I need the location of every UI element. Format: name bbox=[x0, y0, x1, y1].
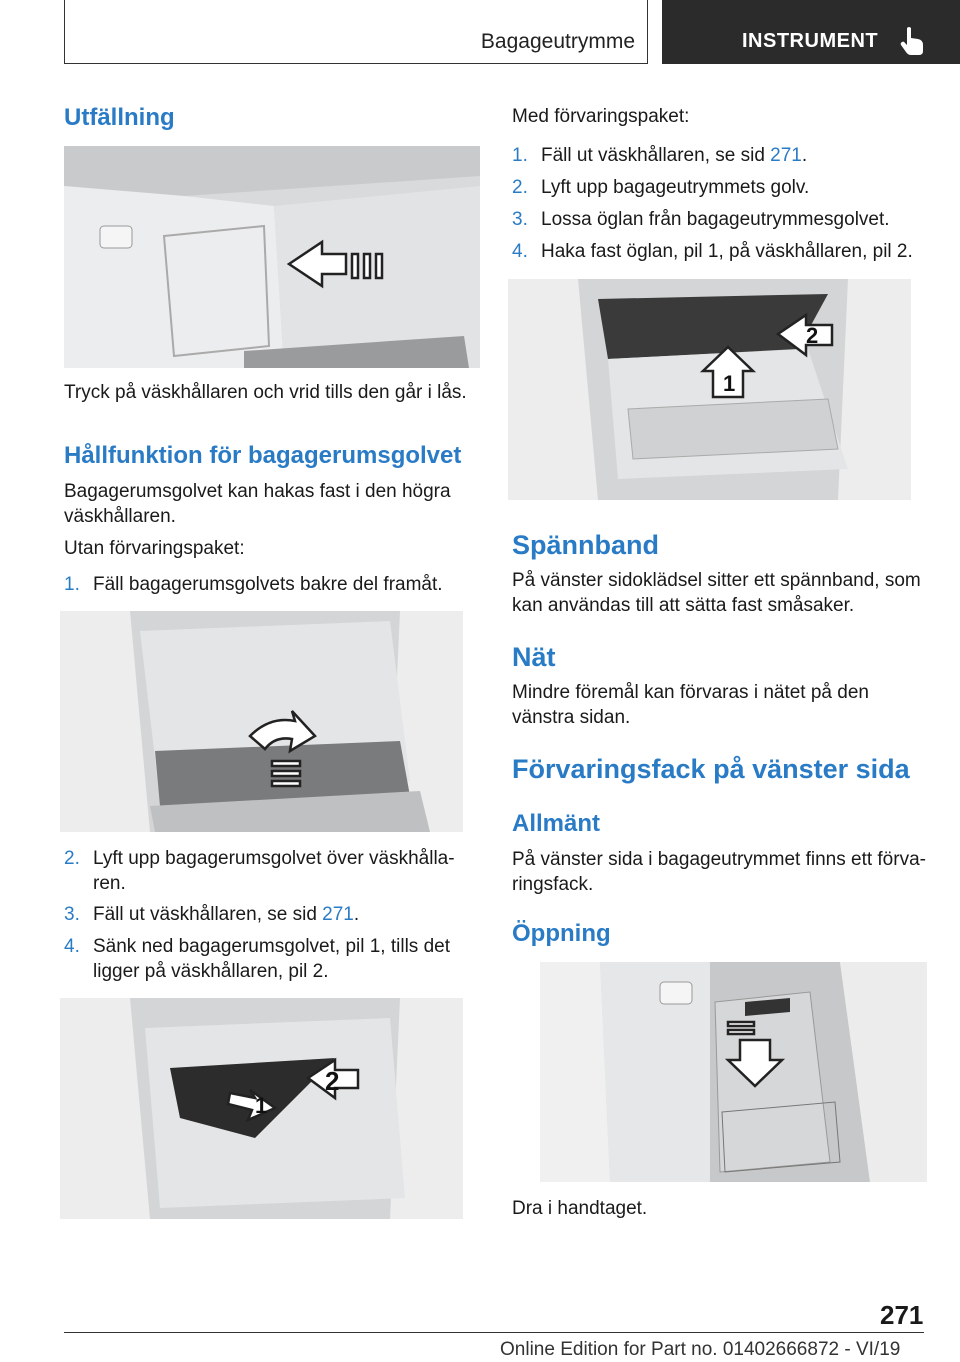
header-section-box bbox=[64, 0, 648, 64]
list-item: 3. Lossa öglan från bagageutrymmesgolvet. bbox=[512, 209, 890, 230]
page-link-271[interactable]: 271 bbox=[770, 145, 802, 166]
utfallning-caption: Tryck på väskhållaren och vrid tills den går i lås. bbox=[64, 382, 467, 403]
footer-edition: Online Edition for Part no. 01402666872 - VI/19 bbox=[500, 1339, 901, 1360]
spannband-text-line1: På vänster sidoklädsel sitter ett spännband, som bbox=[512, 570, 921, 591]
figure-label-2: 2 bbox=[806, 323, 819, 348]
nat-text-line1: Mindre föremål kan förvaras i nätet på den bbox=[512, 682, 869, 703]
heading-allmant: Allmänt bbox=[512, 810, 601, 837]
nat-text-line2: vänstra sidan. bbox=[512, 707, 631, 728]
list-item: 2. Lyft upp bagagerumsgolvet över väskhålla‐ ren. bbox=[64, 848, 455, 894]
figure-storage-compartment bbox=[540, 962, 927, 1182]
heading-forvaringsfack: Förvaringsfack på vänster sida bbox=[512, 754, 910, 784]
list-item: 3. Fäll ut väskhållaren, se sid 271. bbox=[64, 904, 360, 925]
list-item: 1. Fäll bagagerumsgolvets bakre del framåt. bbox=[64, 574, 443, 595]
oppning-caption: Dra i handtaget. bbox=[512, 1198, 648, 1219]
allmant-text-line2: ringsfack. bbox=[512, 874, 594, 895]
footer-divider bbox=[64, 1332, 924, 1333]
list-item: 2. Lyft upp bagageutrymmets golv. bbox=[512, 177, 810, 198]
heading-nat: Nät bbox=[512, 642, 556, 672]
figure-label-2: 2 bbox=[325, 1066, 340, 1096]
utan-forvaringspaket-label: Utan förvaringspaket: bbox=[64, 538, 245, 559]
header-chapter-tab bbox=[662, 0, 960, 64]
figure-label-1: 1 bbox=[255, 1093, 268, 1118]
figure-floor-lowered-on-holder bbox=[60, 998, 463, 1219]
hallfunktion-text-line2: väskhållaren. bbox=[64, 506, 176, 527]
header-section-title: Bagageutrymme bbox=[480, 30, 635, 53]
spannband-text-line2: kan användas till att sätta fast småsaker. bbox=[512, 595, 855, 616]
list-item: 1. Fäll ut väskhållaren, se sid 271. bbox=[512, 145, 808, 166]
heading-utfallning: Utfällning bbox=[64, 104, 175, 131]
list-item: 4. Haka fast öglan, pil 1, på väskhållaren, pil 2. bbox=[512, 241, 913, 262]
hallfunktion-text-line1: Bagagerumsgolvet kan hakas fast i den högra bbox=[64, 481, 451, 502]
allmant-text-line1: På vänster sida i bagageutrymmet finns ett förva‐ bbox=[512, 849, 926, 870]
page-number: 271 bbox=[880, 1300, 924, 1330]
page-link-271[interactable]: 271 bbox=[322, 904, 354, 925]
header-chapter-title: INSTRUMENT bbox=[742, 30, 879, 52]
heading-oppning: Öppning bbox=[512, 920, 611, 947]
heading-hallfunktion: Hållfunktion för bagagerumsgolvet bbox=[64, 442, 462, 469]
list-item: 4. Sänk ned bagagerumsgolvet, pil 1, tills det ligger på väskhållaren, pil 2. bbox=[64, 936, 450, 982]
heading-spannband: Spännband bbox=[512, 530, 659, 560]
pointing-hand-icon bbox=[898, 26, 926, 56]
figure-loop-on-holder bbox=[508, 279, 911, 500]
figure-bag-holder-unfold bbox=[64, 146, 480, 368]
figure-label-1: 1 bbox=[723, 371, 736, 396]
med-forvaringspaket-label: Med förvaringspaket: bbox=[512, 106, 690, 127]
figure-floor-fold-forward bbox=[60, 611, 463, 832]
